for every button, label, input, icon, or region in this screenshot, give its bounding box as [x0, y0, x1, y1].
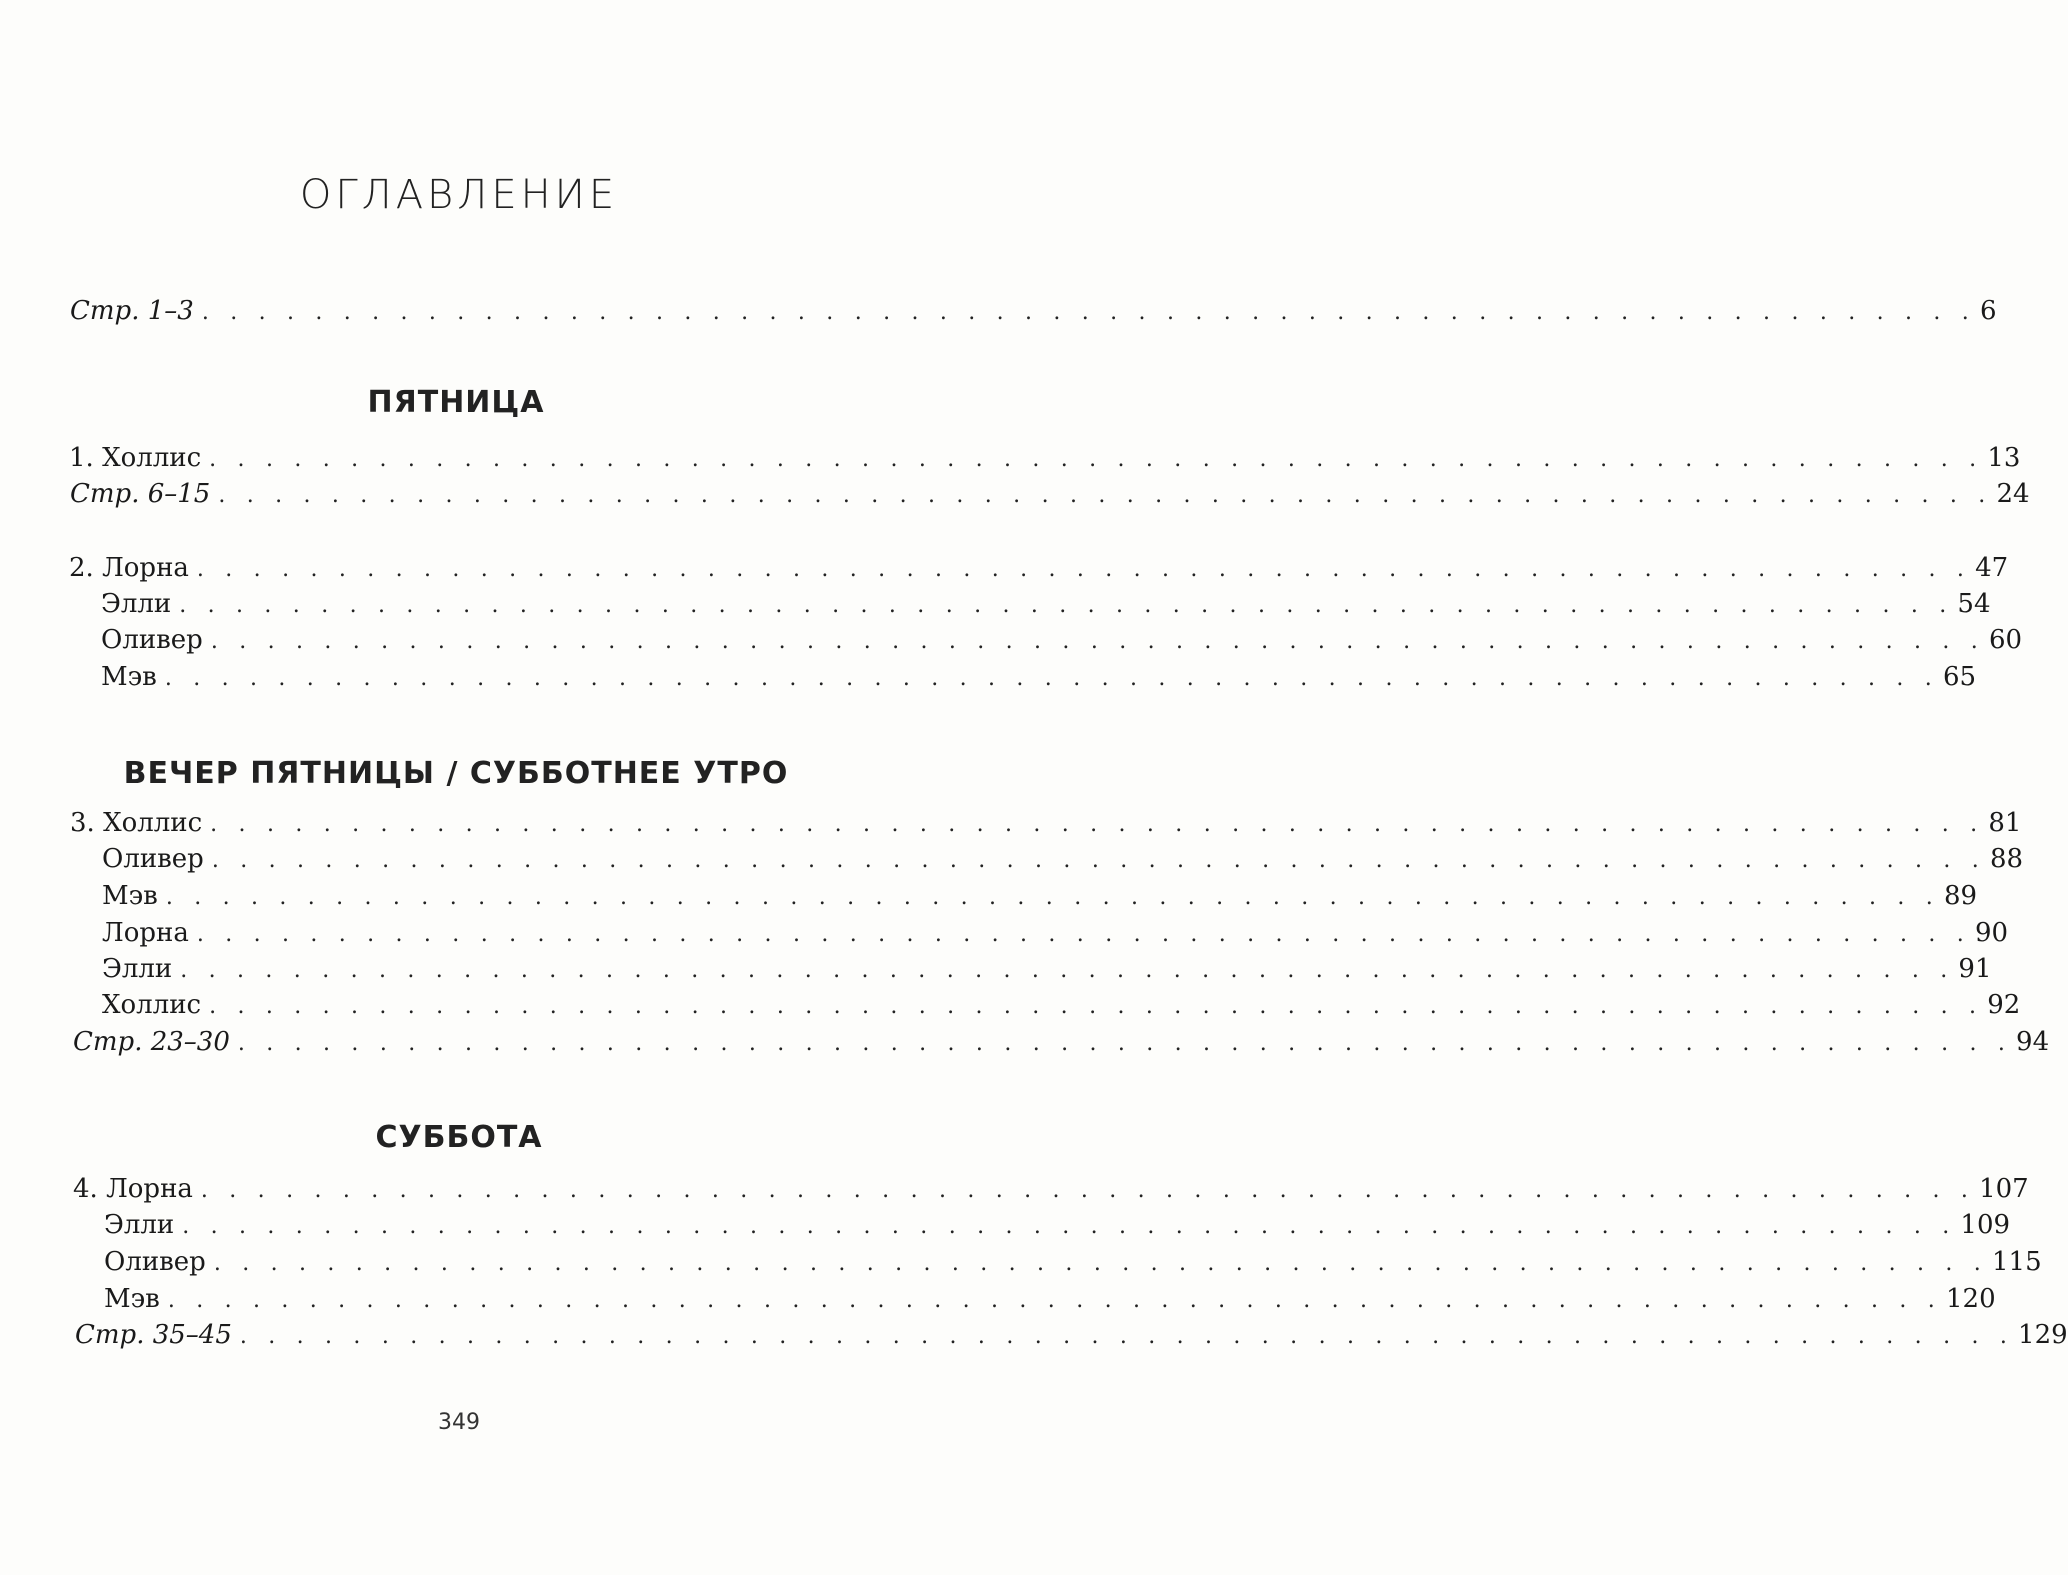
toc-entry[interactable] [104, 1284, 1996, 1320]
toc-entry-label: Элли [102, 954, 173, 984]
toc-entry-label: Оливер [102, 844, 204, 874]
toc-entry[interactable] [101, 589, 1991, 625]
toc-entry[interactable] [73, 1027, 2050, 1063]
toc-entry-page: 60 [1989, 625, 2023, 655]
toc-entry-label: Стр. 35–45 [75, 1320, 232, 1350]
dot-leader: . . . . . . . . . . . . . . . . . . . . . . . . . . . . . . . . . . . . . . . . . . . . . . . . . . . . . . . . . . . . . . . [210, 629, 1985, 654]
dot-leader: . . . . . . . . . . . . . . . . . . . . . . . . . . . . . . . . . . . . . . . . . . . . . . . . . . . . . . . . . . . . . . . [179, 593, 1954, 618]
dot-leader: . . . . . . . . . . . . . . . . . . . . . . . . . . . . . . . . . . . . . . . . . . . . . . . . . . . . . . . . . . . . . . . [196, 922, 1971, 947]
toc-entry-label: Оливер [101, 625, 203, 655]
toc-entry[interactable] [70, 808, 2022, 844]
toc-entry[interactable] [102, 990, 2021, 1026]
toc-entry-page: 120 [1945, 1284, 1996, 1314]
toc-entry-label: Мэв [104, 1284, 160, 1314]
toc-entry-label: 2. Лорна [69, 553, 189, 583]
dot-leader: . . . . . . . . . . . . . . . . . . . . . . . . . . . . . . . . . . . . . . . . . . . . . . . . . . . . . . . . . . . . . . . [182, 1214, 1957, 1239]
toc-entry[interactable] [101, 662, 1977, 698]
toc-entry-page: 115 [1992, 1247, 2042, 1277]
toc-entry-label: Элли [104, 1210, 175, 1240]
toc-entry-page: 81 [1988, 808, 2022, 838]
toc-entry-page: 13 [1987, 443, 2021, 473]
toc-entry-page: 91 [1958, 954, 1992, 984]
toc-entry-page: 90 [1974, 918, 2009, 948]
dot-leader: . . . . . . . . . . . . . . . . . . . . . . . . . . . . . . . . . . . . . . . . . . . . . . . . . . . . . . . . . . . . . . . [209, 447, 1984, 472]
dot-leader: . . . . . . . . . . . . . . . . . . . . . . . . . . . . . . . . . . . . . . . . . . . . . . . . . . . . . . . . . . . . . . . [167, 1288, 1942, 1313]
toc-entry[interactable] [104, 1247, 2042, 1283]
toc-entry[interactable] [104, 1210, 2011, 1246]
dot-leader: . . . . . . . . . . . . . . . . . . . . . . . . . . . . . . . . . . . . . . . . . . . . . . . . . . . . . . . . . . . . . . . [237, 1031, 2013, 1056]
toc-entry-page: 109 [1960, 1210, 2011, 1240]
dot-leader: . . . . . . . . . . . . . . . . . . . . . . . . . . . . . . . . . . . . . . . . . . . . . . . . . . . . . . . . . . . . . . . [164, 666, 1939, 691]
toc-entry-page: 65 [1942, 662, 1977, 692]
toc-entry-prologue[interactable] [70, 296, 1997, 332]
toc-entry-page: 6 [1979, 296, 1997, 326]
toc-entry-label: Мэв [102, 881, 158, 911]
dot-leader: . . . . . . . . . . . . . . . . . . . . . . . . . . . . . . . . . . . . . . . . . . . . . . . . . . . . . . . . . . . . . . . [239, 1324, 2015, 1349]
dot-leader: . . . . . . . . . . . . . . . . . . . . . . . . . . . . . . . . . . . . . . . . . . . . . . . . . . . . . . . . . . . . . . . [218, 483, 1993, 508]
toc-entry[interactable] [69, 553, 2009, 589]
page-number: 349 [438, 1410, 480, 1435]
toc-entry[interactable] [73, 1174, 2029, 1210]
toc-entry-page: 92 [1987, 990, 2021, 1020]
dot-leader: . . . . . . . . . . . . . . . . . . . . . . . . . . . . . . . . . . . . . . . . . . . . . . . . . . . . . . . . . . . . . . . [201, 300, 1976, 325]
section-heading-friday: ПЯТНИЦА [367, 385, 545, 420]
dot-leader: . . . . . . . . . . . . . . . . . . . . . . . . . . . . . . . . . . . . . . . . . . . . . . . . . . . . . . . . . . . . . . . [211, 848, 1986, 873]
toc-entry[interactable] [101, 625, 2023, 661]
toc-entry-label: Стр. 23–30 [73, 1027, 230, 1057]
toc-entry-label: 3. Холлис [70, 808, 203, 838]
toc-entry-page: 47 [1975, 553, 2009, 583]
toc-entry-label: Лорна [102, 918, 189, 948]
dot-leader: . . . . . . . . . . . . . . . . . . . . . . . . . . . . . . . . . . . . . . . . . . . . . . . . . . . . . . . . . . . . . . . [213, 1251, 1988, 1276]
dot-leader: . . . . . . . . . . . . . . . . . . . . . . . . . . . . . . . . . . . . . . . . . . . . . . . . . . . . . . . . . . . . . . . [209, 994, 1984, 1019]
toc-entry-page: 88 [1990, 844, 2024, 874]
toc-entry-label: Стр. 1–3 [70, 296, 194, 326]
toc-entry-page: 107 [1979, 1174, 2029, 1204]
toc-entry[interactable] [75, 1320, 2068, 1356]
toc-entry-page: 24 [1996, 479, 2030, 509]
toc-entry[interactable] [102, 918, 2009, 954]
dot-leader: . . . . . . . . . . . . . . . . . . . . . . . . . . . . . . . . . . . . . . . . . . . . . . . . . . . . . . . . . . . . . . . [180, 958, 1955, 983]
toc-entry-page: 54 [1957, 589, 1991, 619]
toc-entry[interactable] [70, 479, 2030, 515]
toc-entry-page: 94 [2016, 1027, 2050, 1057]
toc-entry-page: 89 [1943, 881, 1978, 911]
page-title: ОГЛАВЛЕНИЕ [299, 172, 619, 218]
dot-leader: . . . . . . . . . . . . . . . . . . . . . . . . . . . . . . . . . . . . . . . . . . . . . . . . . . . . . . . . . . . . . . . [196, 557, 1972, 582]
toc-entry[interactable] [69, 443, 2021, 479]
toc-entry-label: Элли [101, 589, 172, 619]
toc-entry[interactable] [102, 954, 1992, 990]
toc-entry[interactable] [102, 844, 2024, 880]
toc-entry-label: Оливер [104, 1247, 206, 1277]
toc-entry-page: 129 [2018, 1320, 2068, 1350]
toc-entry-label: Мэв [101, 662, 157, 692]
section-heading-saturday: СУББОТА [375, 1120, 543, 1155]
toc-entry-label: Холлис [102, 990, 202, 1020]
dot-leader: . . . . . . . . . . . . . . . . . . . . . . . . . . . . . . . . . . . . . . . . . . . . . . . . . . . . . . . . . . . . . . . [165, 885, 1940, 910]
toc-entry-label: 1. Холлис [69, 443, 202, 473]
toc-entry-label: Стр. 6–15 [70, 479, 211, 509]
toc-entry-label: 4. Лорна [73, 1174, 193, 1204]
dot-leader: . . . . . . . . . . . . . . . . . . . . . . . . . . . . . . . . . . . . . . . . . . . . . . . . . . . . . . . . . . . . . . . [200, 1178, 1976, 1203]
section-heading-friday-evening: ВЕЧЕР ПЯТНИЦЫ / СУББОТНЕЕ УТРО [123, 756, 789, 791]
toc-entry[interactable] [102, 881, 1978, 917]
dot-leader: . . . . . . . . . . . . . . . . . . . . . . . . . . . . . . . . . . . . . . . . . . . . . . . . . . . . . . . . . . . . . . . [210, 812, 1985, 837]
